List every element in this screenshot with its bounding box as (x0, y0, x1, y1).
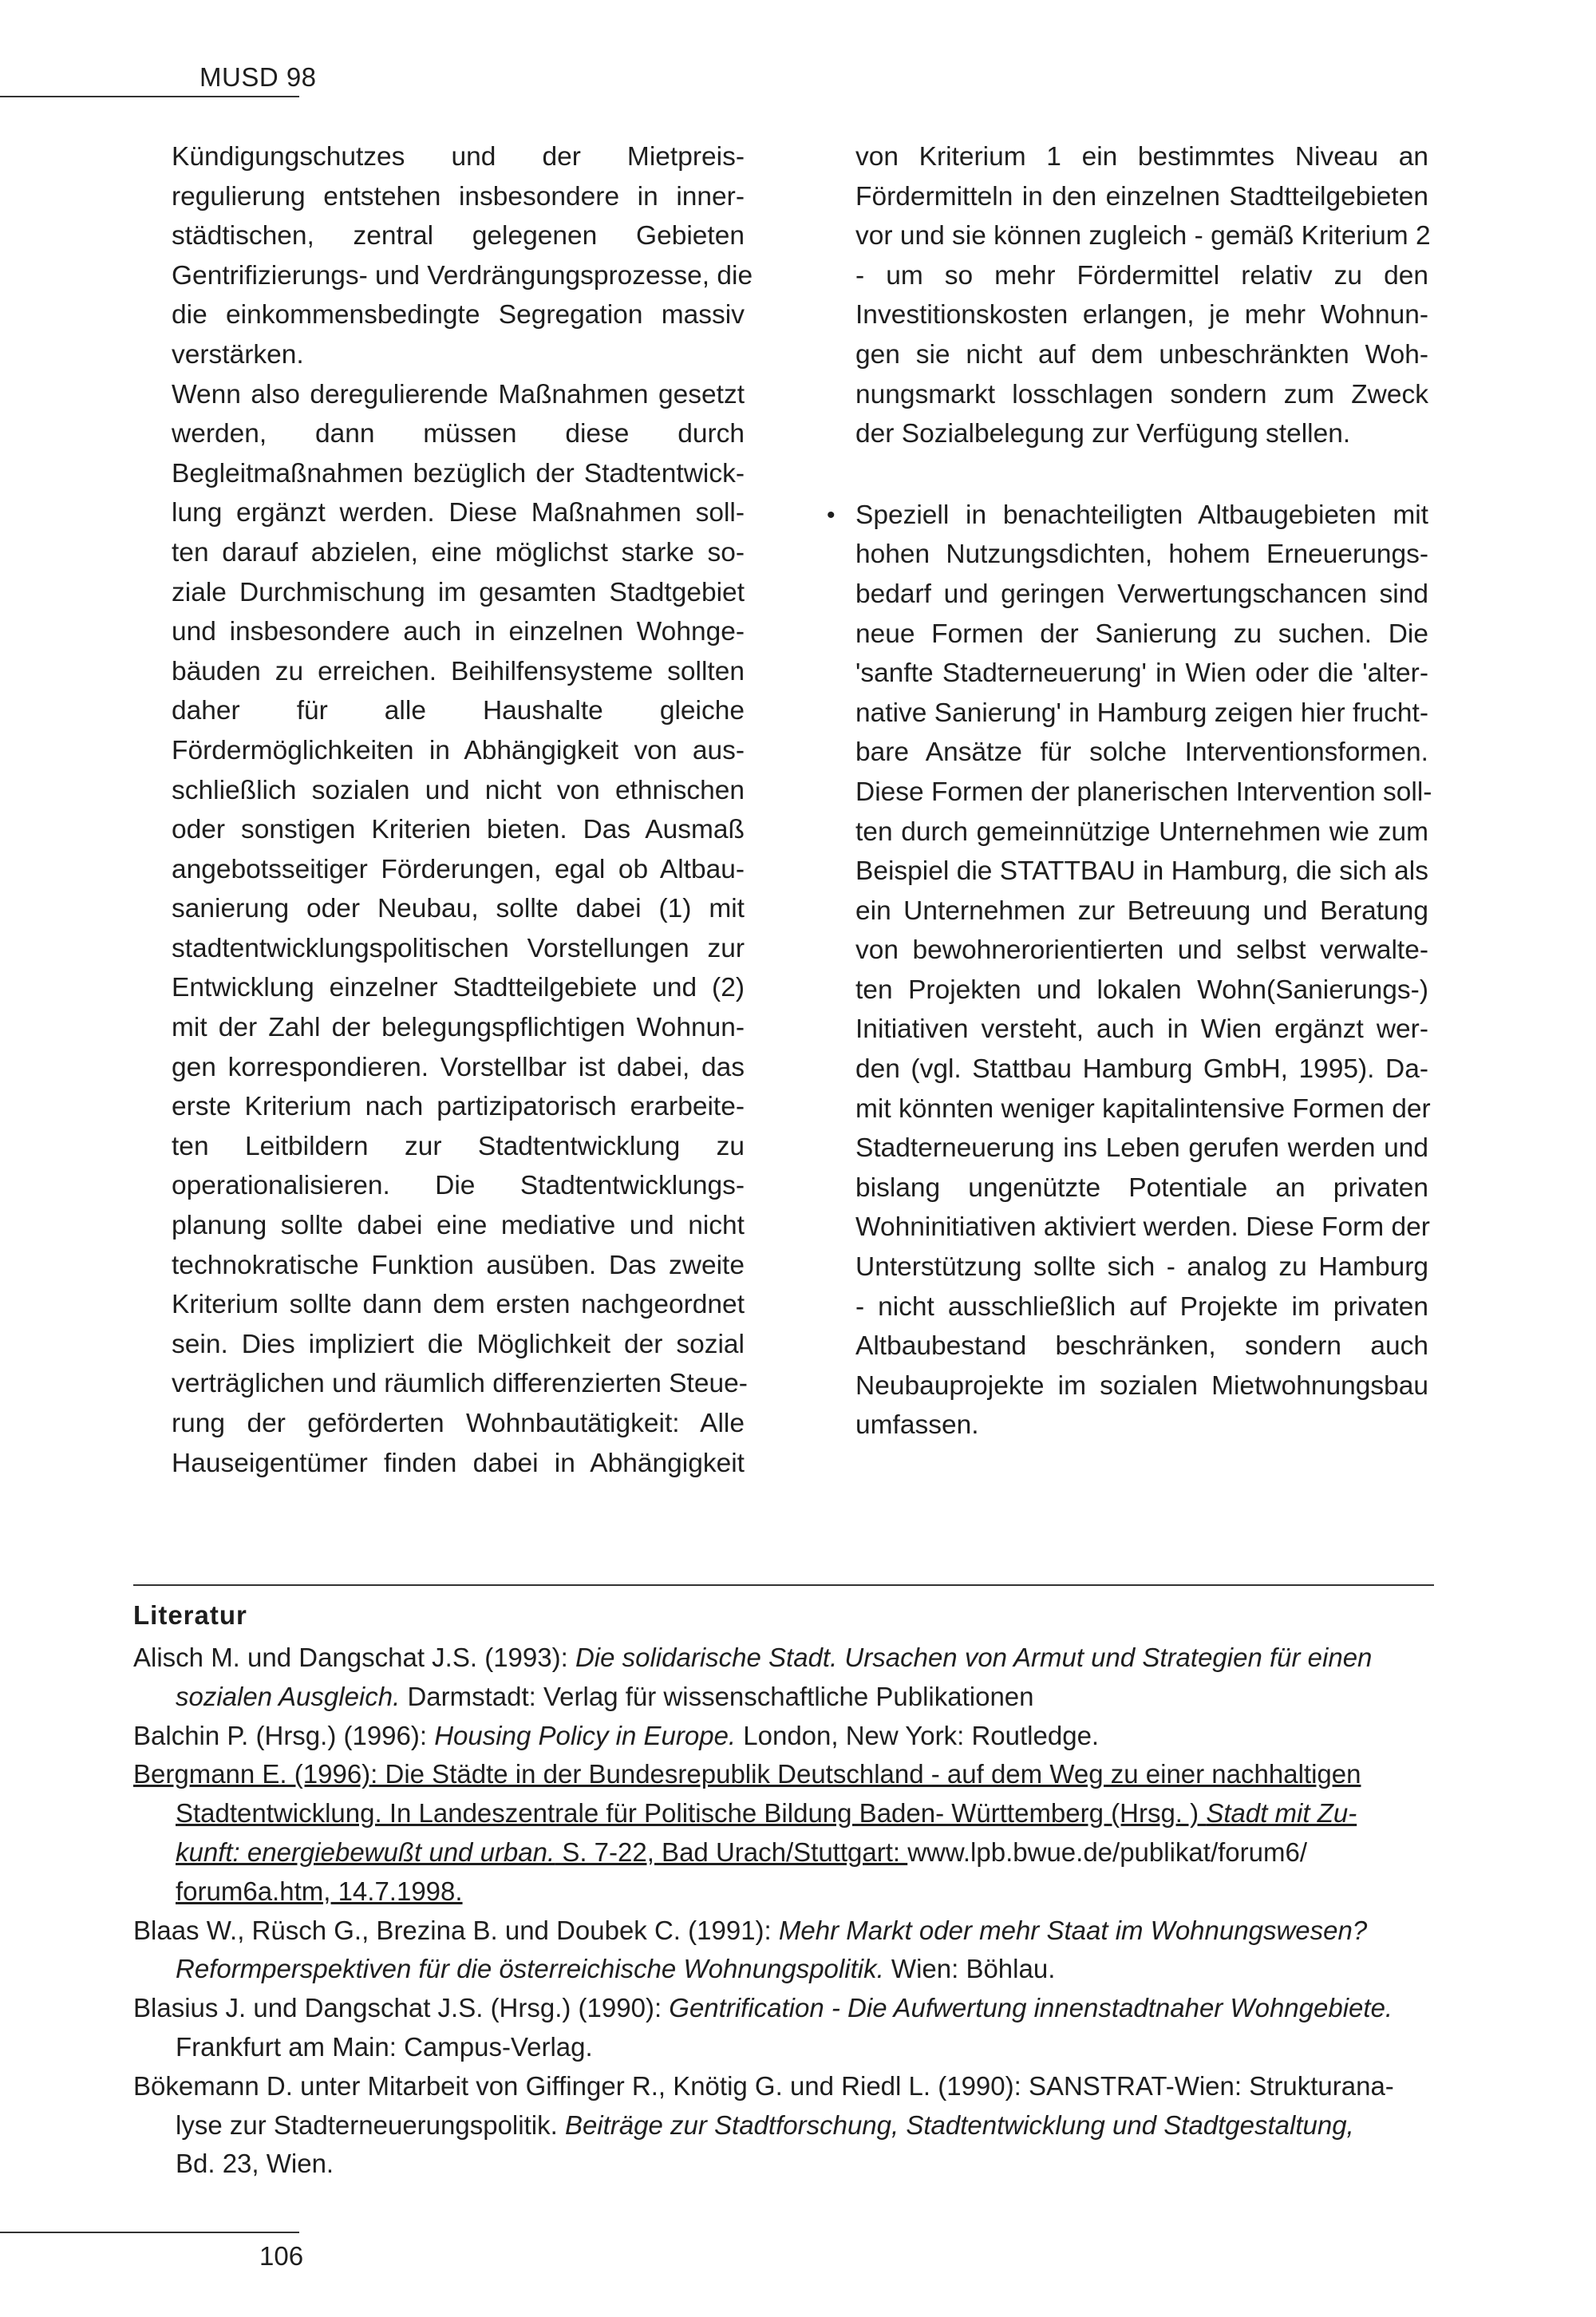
text-line: Kündigungschutzes und der Mietpreis- (172, 142, 745, 172)
reference-item (133, 1717, 1434, 1756)
text-line: Entwicklung einzelner Stadtteilgebiete und (2) (172, 973, 745, 1003)
text-line: bäuden zu erreichen. Beihilfensysteme sollten (172, 656, 745, 686)
text-line: sanierung oder Neubau, sollte dabei (1) mit (172, 894, 745, 924)
ref-pages: S. 7-22, Bad Urach/Stuttgart: (555, 1837, 908, 1867)
text-line: planung sollte dabei eine mediative und nicht (172, 1211, 745, 1241)
text-line: daher für alle Haushalte gleiche (172, 696, 745, 726)
reference-item (133, 2067, 1434, 2184)
ref-publisher: Wien: Böhlau. (883, 1954, 1056, 1984)
text-line: Hauseigentümer finden dabei in Abhängigkeit (172, 1448, 745, 1478)
ref-title: kunft: energiebewußt und urban. (176, 1837, 555, 1867)
text-line: gen sie nicht auf dem unbeschränkten Woh- (855, 339, 1428, 370)
text-line: Speziell in benachteiligten Altbaugebieten mit (855, 500, 1428, 530)
bullet-text (855, 496, 1432, 1445)
ref-url[interactable]: forum6a.htm, 14.7.1998. (176, 1876, 463, 1906)
ref-title: Reformperspektiven für die österreichische Wohnungspolitik. (176, 1954, 884, 1984)
reference-item (133, 1639, 1434, 1717)
reference-list (133, 1639, 1434, 2184)
reference-item (133, 1989, 1434, 2067)
text-line: stadtentwicklungspolitischen Vorstellungen zur (172, 933, 745, 963)
footer-rule (0, 2232, 299, 2233)
ref-title: Stadt mit Zu- (1206, 1798, 1357, 1829)
text-line: ten durch gemeinnützige Unternehmen wie zum (855, 816, 1428, 847)
ref-volume: Bd. 23, Wien. (176, 2149, 334, 2179)
ref-authors: Bökemann D. unter Mitarbeit von Giffinger R., Knötig G. und Riedl L. (1990): SANSTRAT-Wien: Strukturana- (133, 2070, 1394, 2101)
text-line: der Sozialbelegung zur Verfügung stellen. (855, 419, 1351, 449)
text-line: Fördermitteln in den einzelnen Stadtteilgebieten (855, 181, 1428, 212)
text-line: - um so mehr Fördermittel relativ zu den (855, 260, 1428, 291)
text-line: verstärken. (172, 339, 304, 370)
text-line: werden, dann müssen diese durch (172, 419, 745, 449)
ref-url[interactable]: www.lpb.bwue.de/publikat/forum6/ (907, 1837, 1307, 1867)
text-line: Wohninitiativen aktiviert werden. Diese Form der (855, 1212, 1430, 1243)
text-line: Beispiel die STATTBAU in Hamburg, die sich als (855, 856, 1428, 887)
text-line: Investitionskosten erlangen, je mehr Wohnun- (855, 300, 1428, 330)
text-line: ten darauf abzielen, eine möglichst starke so- (172, 537, 745, 567)
text-line: angebotsseitiger Förderungen, egal ob Altbau- (172, 854, 745, 884)
ref-publisher: London, New York: Routledge. (736, 1720, 1100, 1750)
text-line: Unterstützung sollte sich - analog zu Hamburg (855, 1252, 1428, 1283)
ref-authors: Blasius J. und Dangschat J.S. (Hrsg.) (1990): (133, 1993, 670, 2023)
ref-title: Die solidarische Stadt. Ursachen von Armut und Strategien für einen (575, 1643, 1373, 1672)
text-line: Gentrifizierungs- und Verdrängungsprozesse, die (172, 260, 753, 291)
right-column-paragraph (855, 137, 1431, 454)
text-line: von bewohnerorientierten und selbst verwalte- (855, 935, 1428, 966)
text-line: hohen Nutzungsdichten, hohem Erneuerungs- (855, 540, 1428, 570)
text-line: neue Formen der Sanierung zu suchen. Die (855, 619, 1428, 649)
text-line: verträglichen und räumlich differenzierten Steue- (172, 1369, 748, 1399)
text-line: Wenn also deregulierende Maßnahmen gesetzt (172, 379, 745, 409)
reference-item (133, 1912, 1434, 1990)
text-line: gen korrespondieren. Vorstellbar ist dabei, das (172, 1052, 745, 1082)
ref-publisher: Frankfurt am Main: Campus-Verlag. (176, 2031, 593, 2062)
text-line: bedarf und geringen Verwertungschancen sind (855, 579, 1428, 609)
ref-title: Housing Policy in Europe. (434, 1720, 737, 1750)
literature-title: Literatur (133, 1600, 247, 1630)
text-line: Kriterium sollte dann dem ersten nachgeordnet (172, 1290, 745, 1320)
text-line: und insbesondere auch in einzelnen Wohnge- (172, 617, 745, 647)
reference-item (133, 1755, 1434, 1911)
ref-authors: Balchin P. (Hrsg.) (1996): (133, 1720, 435, 1750)
ref-source: Stadtentwicklung. In Landeszentrale für Politische Bildung Baden- Württemberg (Hrsg. ) (176, 1798, 1207, 1829)
ref-authors: Alisch M. und Dangschat J.S. (1993): (133, 1643, 575, 1672)
ref-series: Beiträge zur Stadtforschung, Stadtentwicklung und Stadtgestaltung, (564, 2109, 1354, 2140)
text-line: Stadterneuerung ins Leben gerufen werden und (855, 1133, 1428, 1164)
text-line: erste Kriterium nach partizipatorisch erarbeite- (172, 1092, 745, 1122)
text-line: regulierung entstehen insbesondere in inner- (172, 181, 745, 212)
ref-authors: Bergmann E. (1996): Die Städte in der Bundesrepublik Deutschland - auf dem Weg zu einer nachhaltigen (133, 1759, 1361, 1789)
ref-authors: Blaas W., Rüsch G., Brezina B. und Doubek C. (1991): (133, 1915, 779, 1945)
text-line: städtischen, zentral gelegenen Gebieten (172, 221, 745, 251)
ref-title: Gentrification - Die Aufwertung innenstadtnaher Wohngebiete. (669, 1993, 1393, 2023)
text-line: Fördermöglichkeiten in Abhängigkeit von aus- (172, 735, 745, 765)
text-line: oder sonstigen Kriterien bieten. Das Ausmaß (172, 815, 745, 845)
text-line: nungsmarkt losschlagen sondern zum Zweck (855, 379, 1428, 409)
text-line: den (vgl. Stattbau Hamburg GmbH, 1995). Da- (855, 1054, 1428, 1085)
ref-publisher: Darmstadt: Verlag für wissenschaftliche Publikationen (400, 1681, 1034, 1711)
text-line: - nicht ausschließlich auf Projekte im privaten (855, 1291, 1428, 1322)
literature-rule (133, 1584, 1434, 1586)
text-line: die einkommensbedingte Segregation massiv (172, 300, 745, 330)
text-line: mit der Zahl der belegungspflichtigen Wohnun- (172, 1013, 745, 1043)
text-line: lung ergänzt werden. Diese Maßnahmen soll- (172, 498, 745, 528)
ref-title: lyse zur Stadterneuerungspolitik. (176, 2109, 565, 2140)
running-title: MUSD 98 (200, 62, 317, 92)
text-line: sein. Dies impliziert die Möglichkeit der sozial (172, 1329, 745, 1359)
ref-title: Mehr Markt oder mehr Staat im Wohnungswesen? (778, 1915, 1368, 1945)
text-line: technokratische Funktion ausüben. Das zweite (172, 1250, 745, 1280)
text-line: native Sanierung' in Hamburg zeigen hier frucht- (855, 698, 1428, 728)
text-line: ten Projekten und lokalen Wohn(Sanierungs-) (855, 975, 1428, 1005)
text-line: vor und sie können zugleich - gemäß Kriterium 2 (855, 221, 1431, 251)
bullet-item (827, 496, 1432, 1445)
bullet-icon: • (827, 501, 836, 528)
ref-title: sozialen Ausgleich. (176, 1681, 401, 1711)
text-line: bislang ungenützte Potentiale an privaten (855, 1172, 1428, 1203)
page-number: 106 (259, 2241, 304, 2271)
text-line: rung der geförderten Wohnbautätigkeit: Alle (172, 1409, 745, 1438)
text-line: Diese Formen der planerischen Intervention soll- (855, 777, 1432, 807)
text-line: Begleitmaßnahmen bezüglich der Stadtentwick- (172, 458, 745, 488)
text-line: 'sanfte Stadterneuerung' in Wien oder die 'alter- (855, 658, 1428, 689)
text-line: schließlich sozialen und nicht von ethnischen (172, 775, 745, 805)
text-line: ten Leitbildern zur Stadtentwicklung zu (172, 1131, 745, 1161)
text-line: ein Unternehmen zur Betreuung und Beratung (855, 896, 1428, 926)
text-line: mit könnten weniger kapitalintensive Formen der (855, 1093, 1431, 1124)
header-rule (0, 96, 299, 97)
text-line: Neubauprojekte im sozialen Mietwohnungsbau (855, 1370, 1428, 1401)
text-line: bare Ansätze für solche Interventionsformen. (855, 737, 1428, 768)
right-column (827, 137, 1432, 1445)
text-line: umfassen. (855, 1410, 979, 1441)
text-line: ziale Durchmischung im gesamten Stadtgebiet (172, 577, 745, 607)
text-line: von Kriterium 1 ein bestimmtes Niveau an (855, 142, 1428, 172)
text-line: Initiativen versteht, auch in Wien ergänzt wer- (855, 1014, 1428, 1045)
text-line: Altbaubestand beschränken, sondern auch (855, 1331, 1428, 1362)
text-line: operationalisieren. Die Stadtentwicklungs- (172, 1171, 745, 1201)
left-column (172, 137, 753, 1483)
